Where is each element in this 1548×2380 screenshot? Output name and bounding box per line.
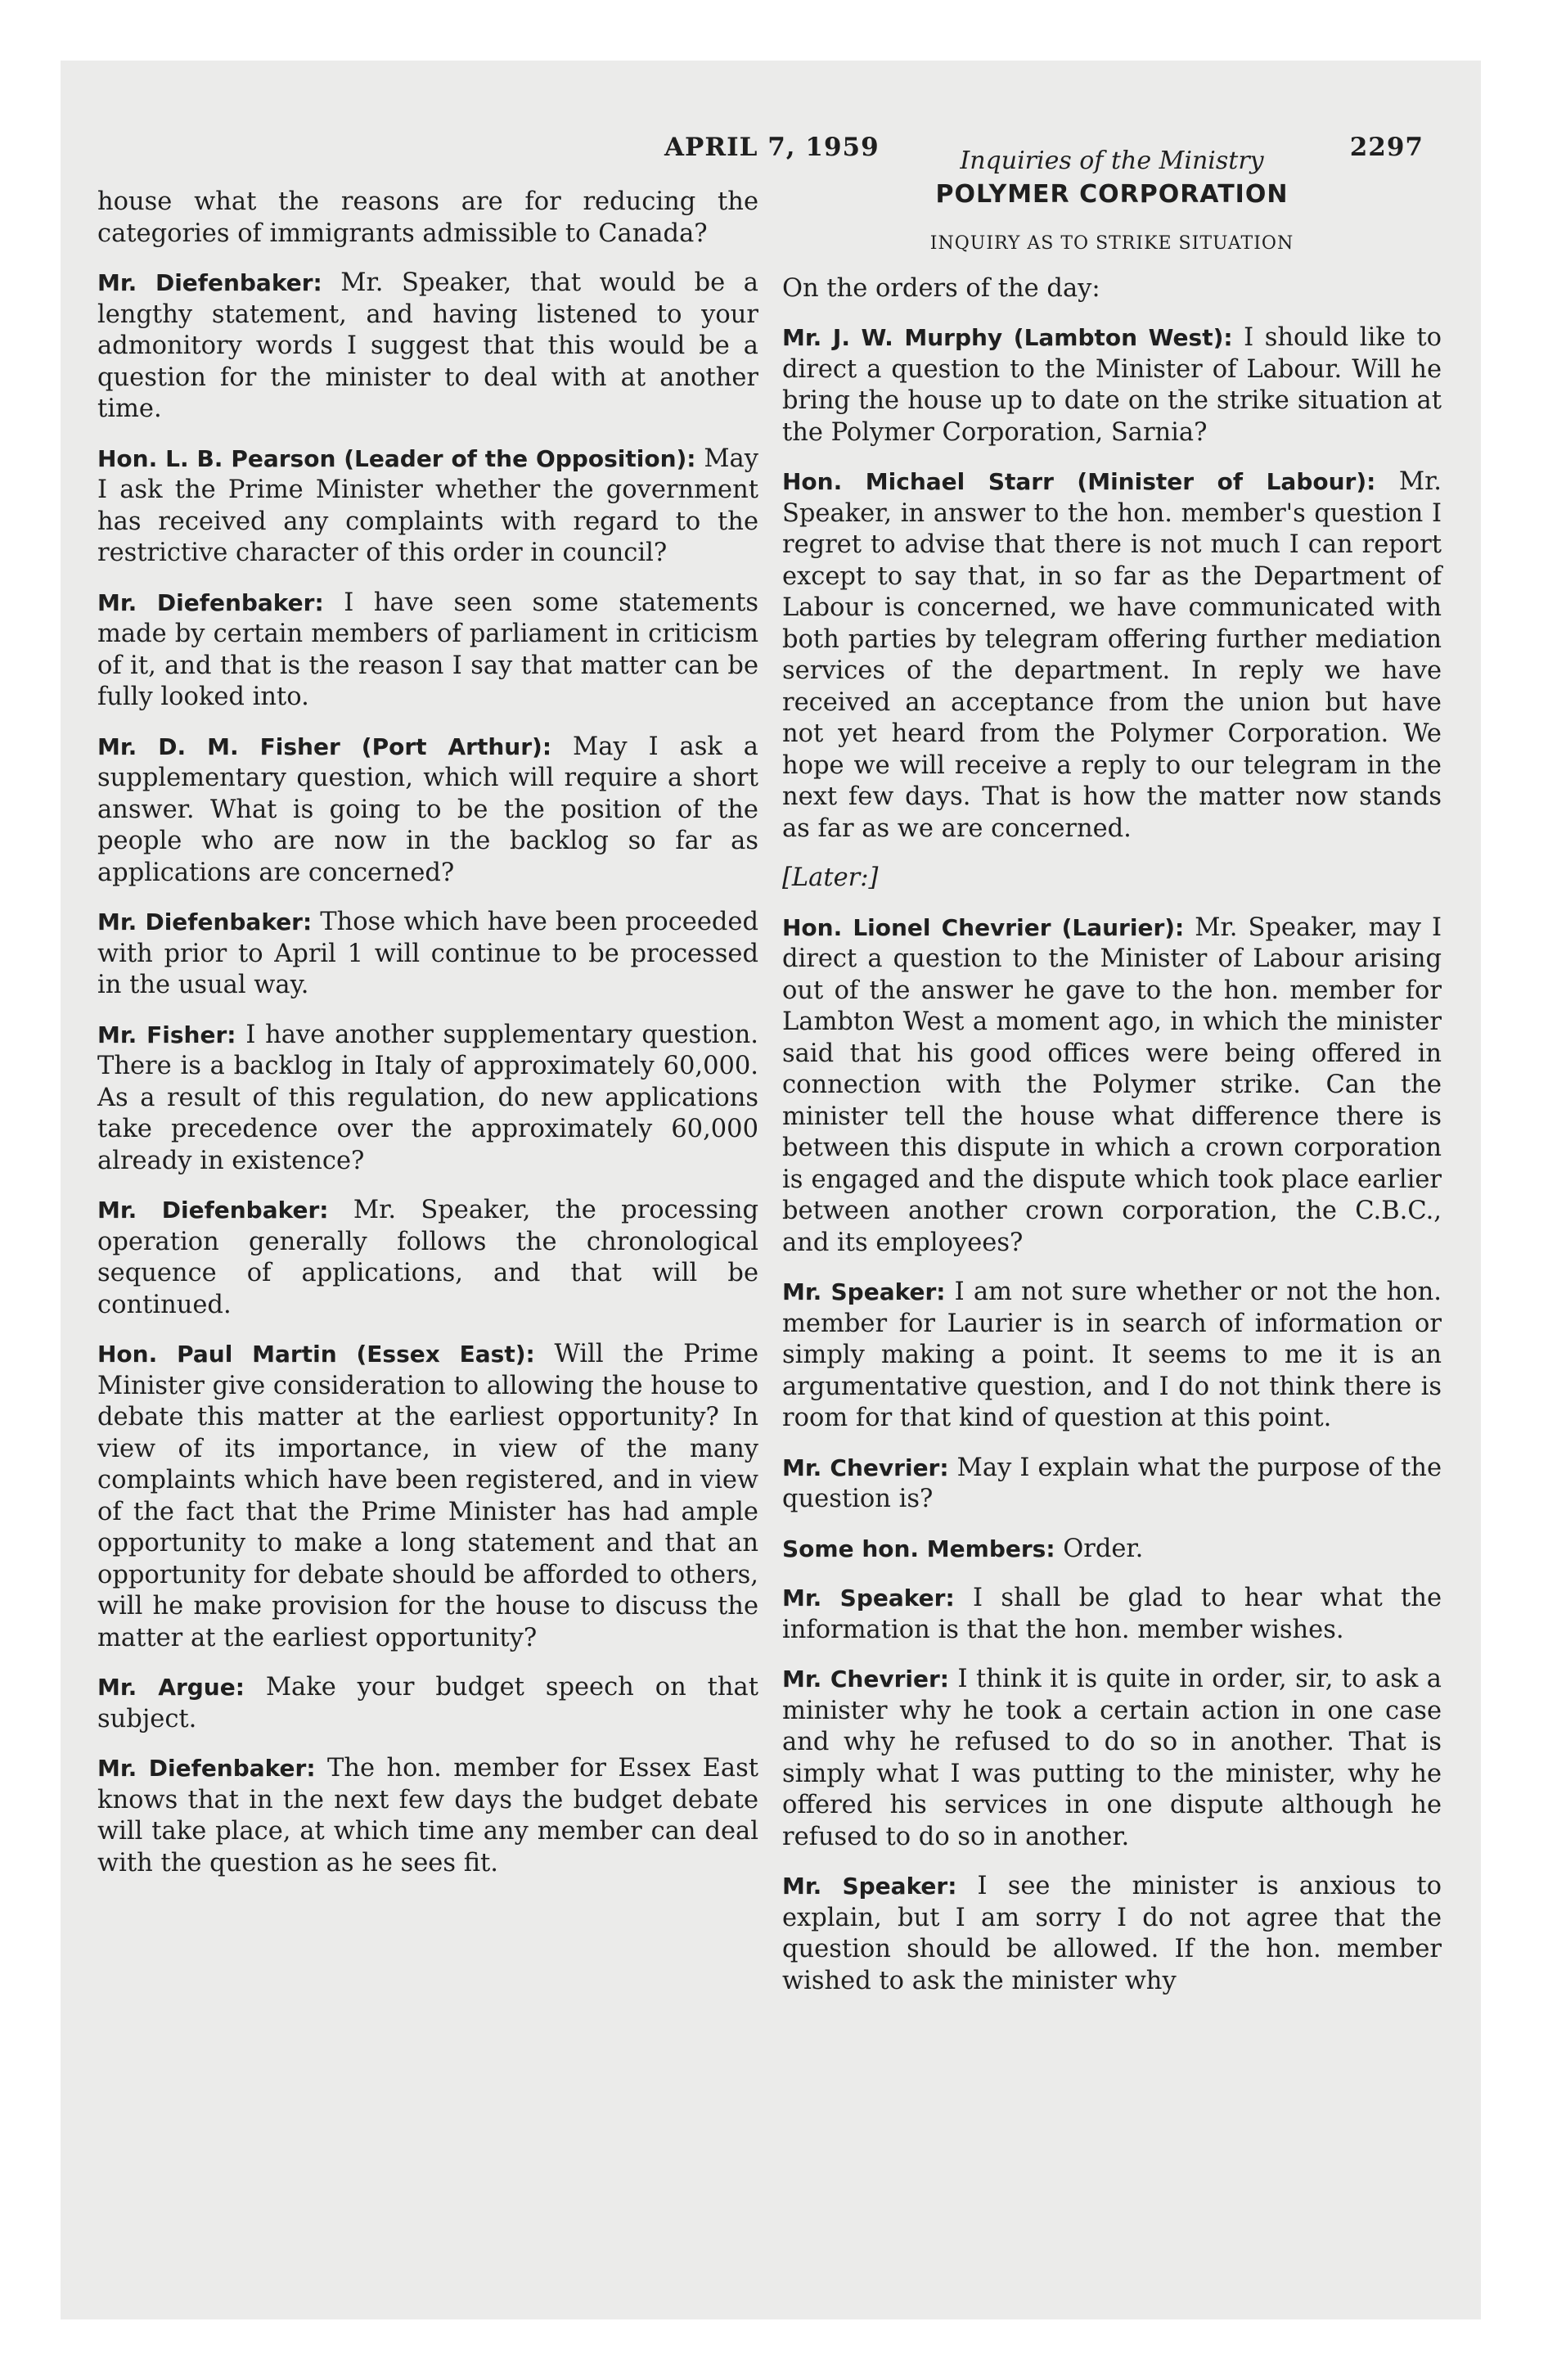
paragraph-text: I think it is quite in order, sir, to ask a minister why he took a certain action in one case and why he refused to do so in another. That is simply what I was putting to the minister, why he offered his services in one dispute although he refused to do so in another. xyxy=(782,1665,1442,1851)
paragraph-text: I shall be glad to hear what the information is that the hon. member wishes. xyxy=(782,1584,1442,1644)
speaker-name: Mr. Diefenbaker: xyxy=(97,1755,316,1782)
speaker-name: Mr. Diefenbaker: xyxy=(97,908,313,935)
paragraph xyxy=(782,1453,1442,1516)
paragraph xyxy=(97,187,758,250)
orders-line: On the orders of the day: xyxy=(782,273,1100,303)
speaker-name: Hon. Michael Starr (Minister of Labour): xyxy=(782,468,1376,495)
speaker-name: Mr. D. M. Fisher (Port Arthur): xyxy=(97,732,552,760)
paragraph xyxy=(97,907,758,1002)
paragraph-text: house what the reasons are for reducing the categories of immigrants admissible to Canada? xyxy=(97,187,758,248)
running-head: Inquiries of the Ministry xyxy=(960,146,1264,175)
speaker-name: Hon. Paul Martin (Essex East): xyxy=(97,1341,535,1368)
paragraph xyxy=(97,1339,758,1654)
speaker-name: Hon. L. B. Pearson (Leader of the Opposition): xyxy=(97,444,696,472)
paragraph-text: Order. xyxy=(1063,1534,1144,1563)
speaker-name: Hon. Lionel Chevrier (Laurier): xyxy=(782,913,1185,941)
paragraph xyxy=(97,268,758,426)
paragraph-text: Mr. Speaker, may I direct a question to the Minister of Labour arising out of the answer he gave to the hon. member for Lambton West a moment ago, in which the minister said that his good offices were being offered in connection with the Polymer strike. Can the minister tell the house what difference there is between this dispute in which a crown corporation is engaged and the dispute which took place earlier between another crown corporation, the C.B.C., and its employees? xyxy=(782,913,1442,1257)
paragraph xyxy=(782,1534,1442,1566)
paragraph-text: Mr. Speaker, the processing operation generally follows the chronological sequence of applications, and that will be continued. xyxy=(97,1196,758,1319)
paragraph-text: May I ask the Prime Minister whether the government has received any complaints with regard to the restrictive character of this order in council? xyxy=(97,444,758,567)
paragraph xyxy=(97,444,758,570)
paragraph xyxy=(97,588,758,714)
paragraph xyxy=(782,1583,1442,1646)
speaker-name: Mr. Speaker: xyxy=(782,1584,955,1611)
paragraph-text: The hon. member for Essex East knows that in the next few days the budget debate will take place, at which time any member can deal with the question as he sees fit. xyxy=(97,1754,758,1877)
paragraph-text: Those which have been proceeded with prior to April 1 will continue to be processed in the usual way. xyxy=(97,908,758,999)
paragraph xyxy=(97,1195,758,1321)
speaker-name: Some hon. Members: xyxy=(782,1535,1055,1562)
section-title: POLYMER CORPORATION xyxy=(935,179,1289,209)
paragraph xyxy=(782,467,1442,845)
speaker-name: Mr. Diefenbaker: xyxy=(97,1197,329,1224)
paragraph-text: I have another supplementary question. There is a backlog in Italy of approximately 60,000. As a result of this regulation, do new applications take precedence over the approximately 60,000 already in existence? xyxy=(97,1020,758,1175)
paragraph xyxy=(782,1277,1442,1435)
paragraph-text: Make your budget speech on that subject. xyxy=(97,1673,758,1733)
speaker-name: Mr. Argue: xyxy=(97,1674,245,1701)
paragraph-text: Will the Prime Minister give consideration to allowing the house to debate this matter at the earliest opportunity? In view of its importance, in view of the many complaints which have been registered, and in view of the fact that the Prime Minister has had ample opportunity to make a long statement and that an opportunity for debate should be afforded to others, will he make provision for the house to discuss the matter at the earliest opportunity? xyxy=(97,1340,758,1652)
paragraph xyxy=(97,1020,758,1178)
page-date: APRIL 7, 1959 xyxy=(664,133,880,162)
paragraph xyxy=(782,1664,1442,1853)
section-subtitle: INQUIRY AS TO STRIKE SITUATION xyxy=(929,233,1294,254)
paragraph-text: I see the minister is anxious to explain, but I am sorry I do not agree that the question should be allowed. If the hon. member wished to ask the minister why xyxy=(782,1872,1442,1995)
paragraph-text: May I ask a supplementary question, which will require a short answer. What is going to be the position of the people who are now in the backlog so far as applications are concerned? xyxy=(97,732,758,887)
speaker-name: Mr. Diefenbaker: xyxy=(97,588,324,616)
page-number: 2297 xyxy=(1349,133,1424,162)
page xyxy=(61,61,1481,2319)
paragraph xyxy=(782,322,1442,449)
speaker-name: Mr. Fisher: xyxy=(97,1021,236,1048)
later-label: [Later:] xyxy=(782,863,879,892)
paragraph xyxy=(97,732,758,890)
paragraph-text: Mr. Speaker, that would be a lengthy statement, and having listened to your admonitory words I suggest that this would be a question for the minister to deal with at another time. xyxy=(97,268,758,423)
paragraph-text: I have seen some statements made by certain members of parliament in criticism of it, and that is the reason I say that matter can be fully looked into. xyxy=(97,588,758,711)
paragraph xyxy=(97,1672,758,1735)
paragraph xyxy=(782,1871,1442,1997)
paragraph-text: Mr. Speaker, in answer to the hon. member's question I regret to advise that there is not much I can report except to say that, in so far as the Department of Labour is concerned, we have communicated with both parties by telegram offering further mediation services of the department. In reply we have received an acceptance from the union but have not yet heard from the Polymer Corporation. We hope we will receive a reply to our telegram in the next few days. That is how the matter now stands as far as we are concerned. xyxy=(782,467,1442,843)
speaker-name: Mr. Chevrier: xyxy=(782,1454,949,1481)
speaker-name: Mr. Chevrier: xyxy=(782,1666,949,1693)
speaker-name: Mr. J. W. Murphy (Lambton West): xyxy=(782,324,1233,351)
speaker-name: Mr. Speaker: xyxy=(782,1873,957,1900)
paragraph-text: May I explain what the purpose of the question is? xyxy=(782,1453,1442,1513)
paragraph xyxy=(782,913,1442,1260)
paragraph-text: I am not sure whether or not the hon. member for Laurier is in search of information or simply making a point. It seems to me it is an argumentative question, and I do not think there is room for that kind of question at this point. xyxy=(782,1278,1442,1432)
paragraph xyxy=(97,1753,758,1879)
left-column xyxy=(97,187,758,1897)
speaker-name: Mr. Diefenbaker: xyxy=(97,269,322,296)
speaker-name: Mr. Speaker: xyxy=(782,1278,946,1305)
paragraph-text: I should like to direct a question to the Minister of Labour. Will he bring the house up to date on the strike situation at the Polymer Corporation, Sarnia? xyxy=(782,323,1442,447)
